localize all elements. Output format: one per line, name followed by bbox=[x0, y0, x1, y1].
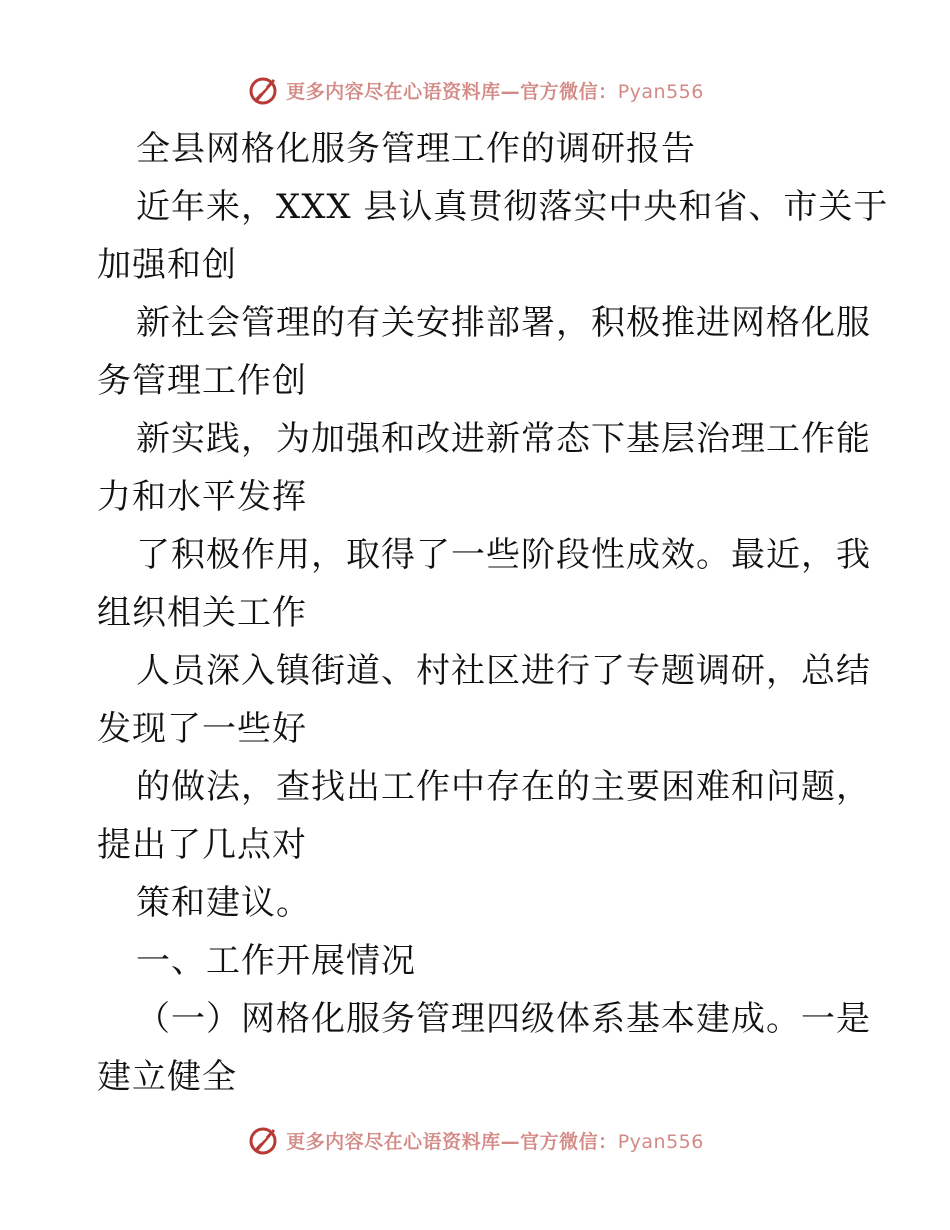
body-line: 新实践，为加强和改进新常态下基层治理工作能 bbox=[136, 419, 871, 459]
watermark-wechat-id: Pyan556 bbox=[617, 80, 704, 103]
quill-pen-seal-icon bbox=[246, 1123, 280, 1157]
body-line: 建立健全 bbox=[97, 1057, 237, 1097]
document-body bbox=[97, 120, 889, 1106]
body-line: 的做法，查找出工作中存在的主要困难和问题， bbox=[136, 767, 871, 807]
watermark-text bbox=[286, 1127, 704, 1154]
watermark-brand: 更多内容尽在心语资料库 bbox=[286, 80, 501, 103]
body-line: 务管理工作创 bbox=[97, 361, 307, 401]
watermark-official: 官方微信： bbox=[520, 1130, 618, 1153]
body-line: 人员深入镇街道、村社区进行了专题调研，总结 bbox=[136, 651, 871, 691]
body-line: 新社会管理的有关安排部署，积极推进网格化服 bbox=[136, 303, 871, 343]
watermark-wechat-id: Pyan556 bbox=[617, 1130, 704, 1153]
body-line: 力和水平发挥 bbox=[97, 477, 307, 517]
document-title: 全县网格化服务管理工作的调研报告 bbox=[136, 129, 696, 169]
body-line: 加强和创 bbox=[97, 245, 237, 285]
header-watermark bbox=[0, 70, 950, 110]
subsection-heading: （一）网格化服务管理四级体系基本建成。一是 bbox=[136, 999, 871, 1039]
watermark-dash: — bbox=[500, 1130, 521, 1153]
body-line: 了积极作用，取得了一些阶段性成效。最近，我 bbox=[136, 535, 871, 575]
watermark-brand: 更多内容尽在心语资料库 bbox=[286, 1130, 501, 1153]
watermark-text bbox=[286, 77, 704, 104]
body-line: 策和建议。 bbox=[136, 883, 311, 923]
body-line: 近年来，XXX 县认真贯彻落实中央和省、市关于 bbox=[136, 187, 889, 227]
body-line: 组织相关工作 bbox=[97, 593, 307, 633]
body-line: 提出了几点对 bbox=[97, 825, 307, 865]
body-line: 发现了一些好 bbox=[97, 709, 307, 749]
quill-pen-seal-icon bbox=[246, 73, 280, 107]
section-heading: 一、工作开展情况 bbox=[136, 941, 416, 981]
watermark-dash: — bbox=[500, 80, 521, 103]
watermark-official: 官方微信： bbox=[520, 80, 618, 103]
footer-watermark bbox=[0, 1120, 950, 1160]
